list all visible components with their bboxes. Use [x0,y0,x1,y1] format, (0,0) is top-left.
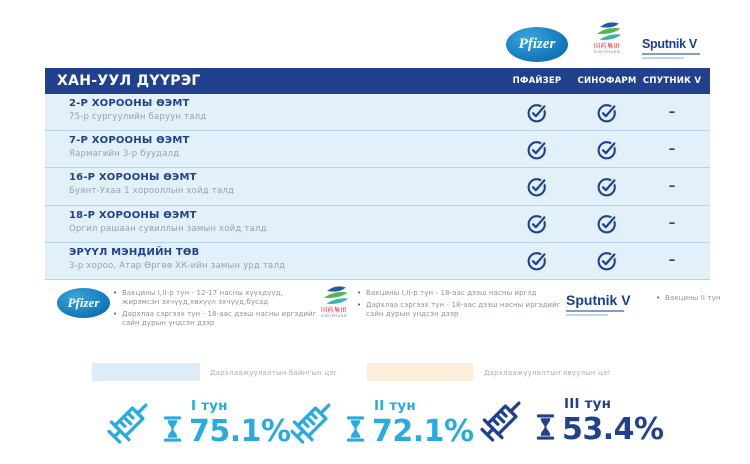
hourglass-icon [163,415,182,443]
table-header [45,68,710,94]
pfizer-logo [506,27,568,62]
sinopharm-logo [587,21,627,55]
sinopharm-waves-icon [317,285,351,307]
note-item: • Дархлаа сэргээх тун - 18-аас дээш насны иргэдийг сайн дурын үндсэн дээр [113,310,321,328]
row-subtitle: Буянт-Ухаа 1 хорооллын хойд талд [69,186,235,197]
pfizer-logo-text: Pfizer [67,295,100,310]
check-circle-icon [527,213,548,234]
table-body [45,94,710,280]
district-title: ХАН-УУЛ ДҮҮРЭГ [57,73,201,89]
vaccine-cell [585,243,629,279]
sinopharm-waves-icon [590,21,624,43]
column-header-pfizer: ПФАЙЗЕР [512,76,562,86]
table-row [45,168,710,205]
not-available-dash: – [668,253,676,269]
check-circle-icon [597,139,618,160]
pfizer-note-logo [57,288,110,318]
vaccine-cell [650,206,694,242]
mobile-point-label: Дархлаажуулалтын явуулын цэг [484,369,611,377]
syringe-icon [93,392,159,458]
note-item: • Вакцины I,II-р тун - 12-17 насны хүүхдүүд, жирэмсэн эхчүүд,хөхүүл эхчүүд,бусад [113,289,321,307]
hourglass-icon [346,415,365,443]
vaccine-cell [515,206,559,242]
row-subtitle: 75-р сургуулийн баруун талд [69,112,207,122]
row-title: 7-Р ХОРООНЫ ӨЭМТ [69,135,190,147]
dose-value: 72.1% [372,414,474,449]
dose-stat-3 [466,390,664,456]
row-subtitle: Оргил рашаан сувиллын замын хойд талд [69,223,267,234]
dose-label: I тун [191,398,228,414]
hourglass-icon [536,413,555,441]
sputnik-logo [642,37,708,59]
row-subtitle: Яармагийн 3-р буудалд [69,149,180,160]
check-circle-icon [597,102,618,123]
sinopharm-sub-text: SINOPHARM [593,50,621,54]
sputnik-note-logo [566,292,652,316]
fixed-point-label: Дархлаажуулалтын байнгын цэг [210,369,338,377]
sputnik-logo-text: Sputnik V [566,292,631,308]
note-item: • Дархлаа сэргээх тун - 18-аас дээш насны иргэдийг сайн дурын үндсэн дээр [357,301,569,319]
note-item: • Вакцины I,II-р тун - 18-аас дээш насны иргэд [357,289,569,298]
column-header-sputnik: СПУТНИК V [642,76,702,86]
note-item: • Вакцины II тун [656,294,746,303]
sputnik-tagline-bar [642,53,700,55]
check-circle-icon [527,176,548,197]
syringe-icon [276,392,342,458]
vaccine-cell [515,131,559,167]
table-row [45,206,710,243]
not-available-dash: – [668,104,676,120]
check-circle-icon [597,250,618,271]
row-title: 2-Р ХОРООНЫ ӨЭМТ [69,98,190,109]
dose-stat-1 [93,392,291,458]
dose-value: 75.1% [189,414,291,449]
syringe-icon [466,390,532,456]
check-circle-icon [527,250,548,271]
sinopharm-note-logo [314,285,354,319]
pfizer-logo-text: Pfizer [518,36,556,52]
table-row [45,243,710,280]
check-circle-icon [527,139,548,160]
check-circle-icon [597,176,618,197]
vaccine-cell [585,168,629,204]
not-available-dash: – [668,141,676,157]
vaccine-cell [585,131,629,167]
sputnik-tagline-bar [566,310,624,312]
vaccine-cell [585,206,629,242]
pfizer-notes [113,289,321,331]
sinopharm-cn-text: 国药集团 [320,307,347,314]
dose-label: II тун [374,398,416,414]
row-subtitle: 3-р хороо, Атар Өргөө ХК-ийн замын урд талд [69,260,286,271]
sinopharm-notes [357,289,569,322]
sputnik-tagline-bar [642,57,684,59]
column-header-sinopharm: СИНОФАРМ [577,76,637,86]
check-circle-icon [527,102,548,123]
row-title: 18-Р ХОРООНЫ ӨЭМТ [69,209,197,221]
sinopharm-cn-text: 国药集团 [593,43,620,50]
sinopharm-sub-text: SINOPHARM [320,314,348,318]
vaccine-cell [650,243,694,279]
dose-label: III тун [564,396,612,412]
row-title: 16-Р ХОРООНЫ ӨЭМТ [69,172,197,184]
vaccine-cell [515,168,559,204]
fixed-point-swatch [92,363,200,381]
vaccine-cell [650,131,694,167]
not-available-dash: – [668,216,676,232]
dose-value: 53.4% [562,412,664,447]
vaccine-cell [650,94,694,130]
sputnik-tagline-bar [566,314,608,316]
sputnik-logo-text: Sputnik V [642,37,697,51]
vaccine-cell [515,94,559,130]
row-title: ЭРҮҮЛ МЭНДИЙН ТӨВ [69,246,200,258]
dose-stat-2 [276,392,474,458]
check-circle-icon [597,213,618,234]
table-row [45,131,710,168]
table-row [45,94,710,131]
vaccine-cell [650,168,694,204]
vaccine-cell [585,94,629,130]
vaccine-cell [515,243,559,279]
mobile-point-swatch [367,363,473,381]
sputnik-notes [656,294,746,306]
not-available-dash: – [668,178,676,194]
